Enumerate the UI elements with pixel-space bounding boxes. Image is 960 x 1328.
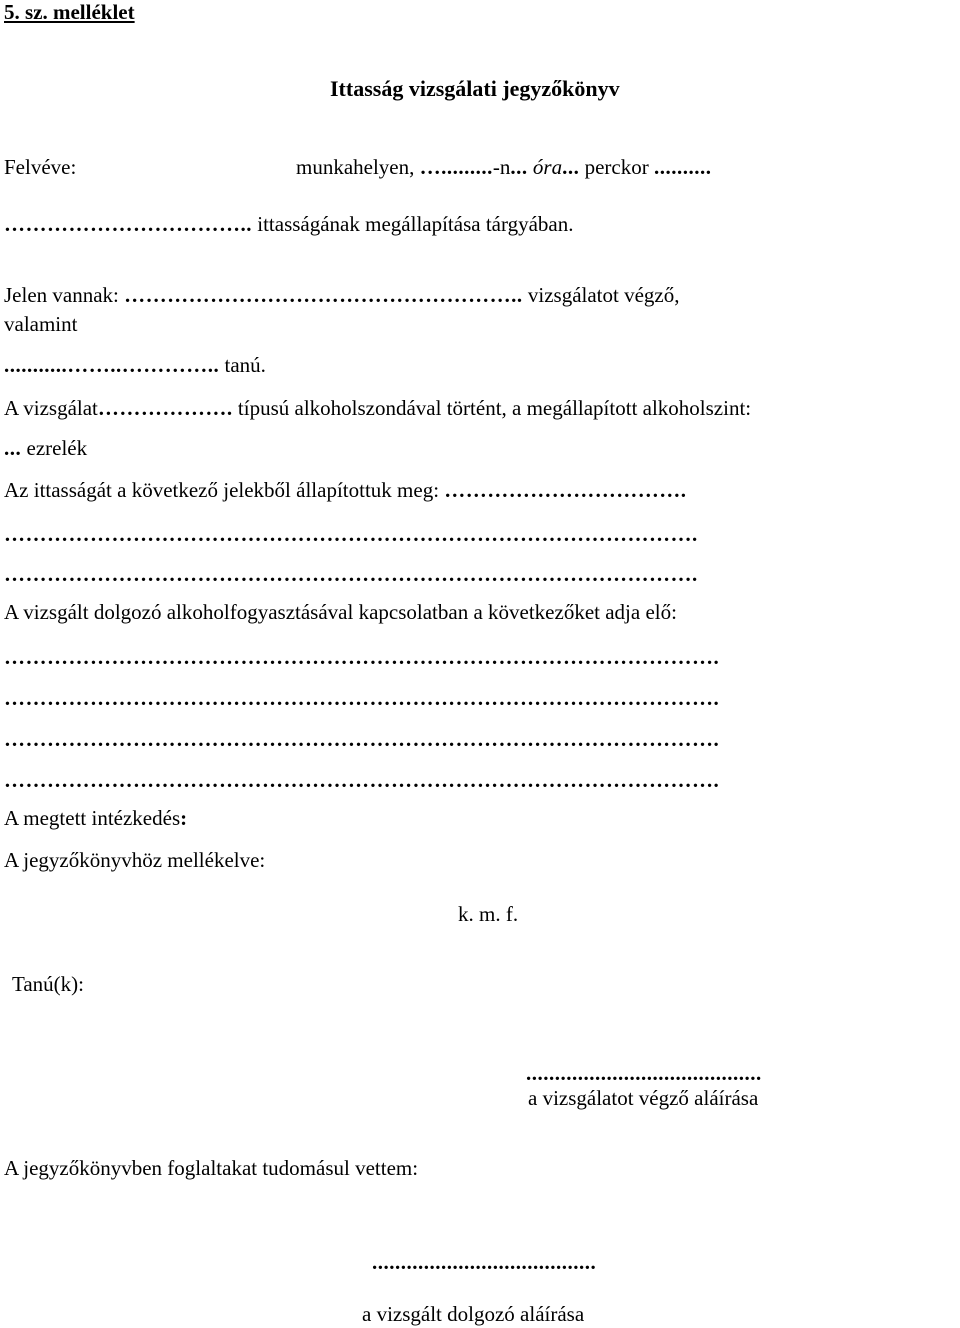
ezrelek-text: ezrelék xyxy=(26,436,88,460)
witness-line xyxy=(4,353,266,378)
recorded-line2-dots: …………………………….. xyxy=(4,212,252,236)
test-dots: ………………. xyxy=(97,396,233,420)
witness-dots: ...........……..………….. xyxy=(4,353,220,377)
witness-text: tanú. xyxy=(224,353,266,377)
statement-line-1: ………………………………………………………………………………………. xyxy=(4,645,720,669)
ezrelek-line xyxy=(4,436,87,461)
present-valamint: valamint xyxy=(4,312,78,336)
measure-text: A megtett intézkedés xyxy=(4,806,181,830)
present-line xyxy=(4,283,680,308)
recorded-label: Felvéve: xyxy=(4,155,77,179)
ezrelek-dots: ... xyxy=(4,436,22,460)
signs-line xyxy=(4,478,687,503)
attached-text: A jegyzőkönyvhöz mellékelve: xyxy=(4,848,266,872)
statement-line-4: ………………………………………………………………………………………. xyxy=(4,768,720,792)
recorded-ora: óra xyxy=(532,155,563,179)
recorded-n: -n xyxy=(492,155,511,179)
recorded-dots-3: ... xyxy=(562,155,580,179)
worker-sign-dots: ....................................... xyxy=(372,1250,597,1274)
examiner-sign-dots: ......................................... xyxy=(526,1061,762,1085)
signs-line-1: ……………………………………………………………………………………. xyxy=(4,522,698,546)
present-text: vizsgálatot végző, xyxy=(527,283,680,307)
signs-text: Az ittasságát a következő jelekből állapítottuk meg: xyxy=(4,478,440,502)
annex-label: 5. sz. melléklet xyxy=(4,0,135,24)
measure-line xyxy=(4,806,187,831)
page-title: Ittasság vizsgálati jegyzőkönyv xyxy=(330,76,620,101)
recorded-dots-2: ... xyxy=(510,155,528,179)
statement-text: A vizsgált dolgozó alkoholfogyasztásával kapcsolatban a következőket adja elő: xyxy=(4,600,677,624)
test-a: A vizsgálat xyxy=(4,396,98,420)
recorded-dots-1: …......... xyxy=(419,155,493,179)
recorded-line2-text: ittasságának megállapítása tárgyában. xyxy=(257,212,574,236)
worker-sign-label: a vizsgált dolgozó aláírása xyxy=(362,1302,585,1326)
statement-line-3: ………………………………………………………………………………………. xyxy=(4,727,720,751)
present-dots: ……………………………………………….. xyxy=(124,283,523,307)
signs-dots: ……………………………. xyxy=(444,478,687,502)
examiner-sign-label: a vizsgálatot végző aláírása xyxy=(528,1086,759,1110)
recorded-perckor: perckor xyxy=(584,155,649,179)
statement-line-2: ………………………………………………………………………………………. xyxy=(4,686,720,710)
recorded-dots-4: .......... xyxy=(653,155,712,179)
measure-colon: : xyxy=(180,806,188,830)
recorded-line xyxy=(296,155,711,180)
present-label: Jelen vannak: xyxy=(4,283,119,307)
test-line xyxy=(4,396,751,421)
recorded-place: munkahelyen, xyxy=(296,155,415,179)
recorded-line-2 xyxy=(4,212,574,237)
kmf: k. m. f. xyxy=(458,902,519,926)
signs-line-2: ……………………………………………………………………………………. xyxy=(4,562,698,586)
witnesses-label: Tanú(k): xyxy=(12,972,85,996)
test-text: típusú alkoholszondával történt, a megállapított alkoholszint: xyxy=(237,396,752,420)
acknowledge-text: A jegyzőkönyvben foglaltakat tudomásul vettem: xyxy=(4,1156,419,1180)
